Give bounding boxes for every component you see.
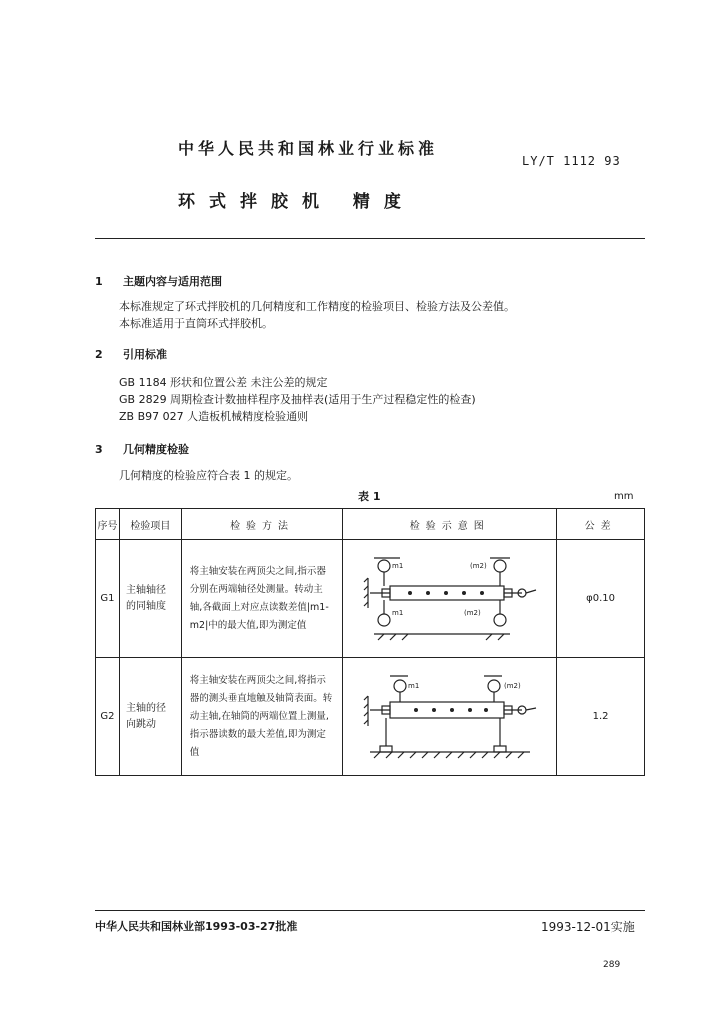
row-tolerance: 1.2	[557, 658, 645, 776]
standard-code: LY/T 1112 93	[522, 154, 621, 168]
reference-item: ZB B97 027 人造板机械精度检验通则	[119, 410, 309, 423]
label-m1: m1	[391, 561, 404, 570]
section-number: 3	[95, 443, 103, 456]
section-number: 1	[95, 275, 103, 288]
row-no: G1	[96, 540, 120, 658]
paragraph: 本标准规定了环式拌胶机的几何精度和工作精度的检验项目、检验方法及公差值。	[119, 300, 515, 313]
header-item: 检验项目	[119, 509, 181, 540]
row-diagram	[343, 540, 557, 658]
document-title: 环式拌胶机 精度	[178, 192, 415, 212]
paragraph: 本标准适用于直筒环式拌胶机。	[119, 317, 273, 330]
section-3-body	[119, 467, 298, 484]
reference-item: GB 2829 周期检查计数抽样程序及抽样表(适用于生产过程稳定性的检查)	[119, 393, 476, 406]
section-3-heading	[95, 441, 189, 457]
implementation-date: 1993-12-01实施	[541, 920, 635, 934]
row-item: 主轴的径向跳动	[119, 658, 181, 776]
section-1-body	[119, 298, 515, 332]
label-m2: (m2)	[503, 681, 521, 690]
label-m1-bottom: m1	[391, 608, 404, 617]
row-no: G2	[96, 658, 120, 776]
header-no: 序号	[96, 509, 120, 540]
section-2-heading	[95, 346, 167, 362]
page-number: 289	[603, 960, 621, 970]
row-diagram	[343, 658, 557, 776]
row-item: 主轴轴径的同轴度	[119, 540, 181, 658]
organization-title: 中华人民共和国林业行业标准	[178, 139, 439, 158]
row-method: 将主轴安装在两顶尖之间,指示器分别在两端轴径处测量。转动主轴,各截面上对应点读数差值|m1-m2|中的最大值,即为测定值	[181, 540, 343, 658]
section-2-references	[119, 374, 476, 425]
radial-runout-diagram	[360, 668, 540, 766]
row-tolerance: φ0.10	[557, 540, 645, 658]
header-divider	[95, 238, 645, 239]
footer-divider	[95, 910, 645, 911]
label-m2-bottom: (m2)	[463, 608, 481, 617]
section-title: 引用标准	[123, 348, 167, 361]
approval-statement: 中华人民共和国林业部1993-03-27批准	[95, 920, 298, 933]
header-method: 检验方法	[181, 509, 343, 540]
section-title: 主题内容与适用范围	[123, 275, 222, 288]
reference-item: GB 1184 形状和位置公差 未注公差的规定	[119, 376, 328, 389]
table-unit: mm	[614, 491, 634, 502]
section-title: 几何精度检验	[123, 443, 189, 456]
table-caption: 表 1	[358, 490, 381, 503]
label-m1: m1	[407, 681, 420, 690]
table-header-row	[96, 509, 645, 540]
table-row	[96, 658, 645, 776]
section-number: 2	[95, 348, 103, 361]
label-m2: (m2)	[469, 561, 487, 570]
section-1-heading	[95, 273, 222, 289]
coaxiality-diagram	[360, 550, 540, 648]
row-method: 将主轴安装在两顶尖之间,将指示器的测头垂直地触及轴筒表面。转动主轴,在轴筒的两端位置上测量,指示器读数的最大差值,即为测定值	[181, 658, 343, 776]
inspection-table	[95, 508, 645, 776]
header-tolerance: 公差	[557, 509, 645, 540]
paragraph: 几何精度的检验应符合表 1 的规定。	[119, 469, 298, 482]
table-row	[96, 540, 645, 658]
header-diagram: 检验示意图	[343, 509, 557, 540]
